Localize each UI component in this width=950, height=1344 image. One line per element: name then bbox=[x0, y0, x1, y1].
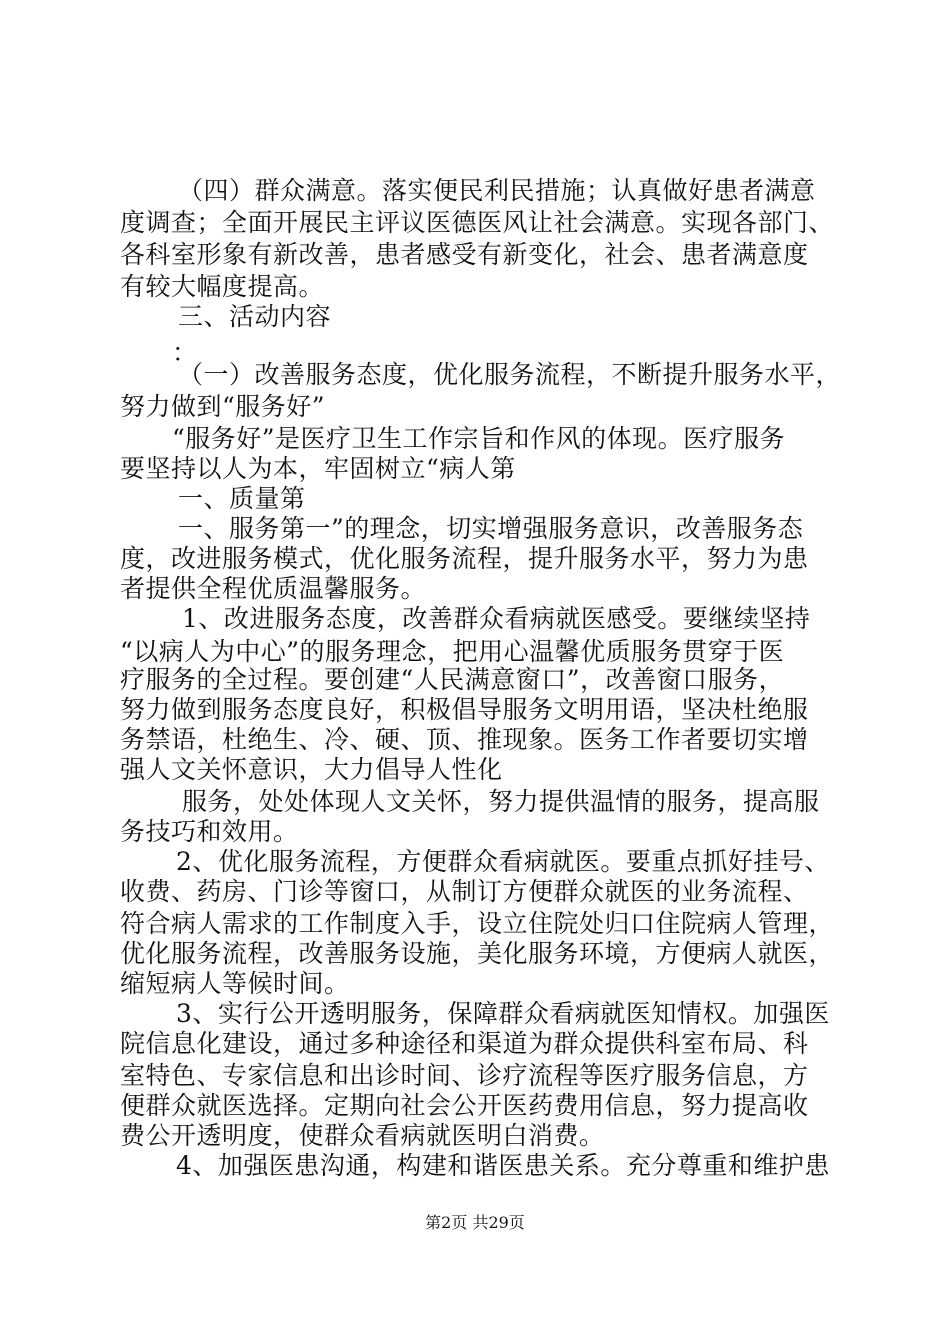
text-line: 收费、药房、门诊等窗口，从制订方便群众就医的业务流程、 bbox=[120, 877, 809, 906]
text-line: 度调查；全面开展民主评议医德医风让社会满意。实现各部门、 bbox=[120, 208, 835, 237]
text-line: 1、改进服务态度，改善群众看病就医感受。要继续坚持 bbox=[182, 604, 811, 633]
text-line: （四）群众满意。落实便民利民措施；认真做好患者满意 bbox=[178, 176, 816, 205]
text-line: 缩短病人等候时间。 bbox=[120, 969, 350, 998]
text-line: 疗服务的全过程。要创建“人民满意窗口”，改善窗口服务， bbox=[120, 665, 785, 694]
text-line: “以病人为中心”的服务理念，把用心温馨优质服务贯穿于医 bbox=[120, 637, 785, 666]
text-line: 费公开透明度，使群众看病就医明白消费。 bbox=[120, 1121, 605, 1150]
text-line: 符合病人需求的工作制度入手，设立住院处归口住院病人管理， bbox=[120, 909, 835, 938]
text-line: 务技巧和效用。 bbox=[120, 817, 299, 846]
text-line: 2、优化服务流程，方便群众看病就医。要重点抓好挂号、 bbox=[176, 847, 830, 876]
text-line: 4、加强医患沟通，构建和谐医患关系。充分尊重和维护患 bbox=[176, 1151, 830, 1180]
section-heading: 三、活动内容 bbox=[178, 302, 332, 331]
page-number-footer: 第2页 共29页 bbox=[425, 1213, 525, 1232]
subsection-heading: （一）改善服务态度，优化服务流程，不断提升服务水平， bbox=[178, 360, 842, 389]
text-line: 努力做到服务态度良好，积极倡导服务文明用语，坚决杜绝服 bbox=[120, 695, 809, 724]
text-line: 室特色、专家信息和出诊时间、诊疗流程等医疗服务信息，方 bbox=[120, 1061, 809, 1090]
text-line: 院信息化建设，通过多种途径和渠道为群众提供科室布局、科 bbox=[120, 1029, 809, 1058]
text-line: 便群众就医选择。定期向社会公开医药费用信息，努力提高收 bbox=[120, 1091, 809, 1120]
text-line: 一、服务第一”的理念，切实增强服务意识，改善服务态 bbox=[178, 514, 804, 543]
text-line: ： bbox=[172, 338, 198, 367]
text-line: 服务，处处体现人文关怀，努力提供温情的服务，提高服 bbox=[182, 787, 820, 816]
text-line: 务禁语，杜绝生、冷、硬、顶、推现象。医务工作者要切实增 bbox=[120, 725, 809, 754]
text-line: 一、质量第 bbox=[178, 484, 306, 513]
text-line: 者提供全程优质温馨服务。 bbox=[120, 574, 427, 603]
text-line: 要坚持以人为本，牢固树立“病人第 bbox=[120, 454, 516, 483]
text-line: 度，改进服务模式，优化服务流程，提升服务水平，努力为患 bbox=[120, 544, 809, 573]
text-line: 有较大幅度提高。 bbox=[120, 272, 325, 301]
text-line: “服务好”是医疗卫生工作宗旨和作风的体现。医疗服务 bbox=[172, 424, 786, 453]
text-line: 3、实行公开透明服务，保障群众看病就医知情权。加强医 bbox=[176, 999, 830, 1028]
text-line: 强人文关怀意识，大力倡导人性化 bbox=[120, 755, 503, 784]
text-line: 各科室形象有新改善，患者感受有新变化，社会、患者满意度 bbox=[120, 240, 809, 269]
text-line: 优化服务流程，改善服务设施，美化服务环境，方便病人就医， bbox=[120, 939, 835, 968]
subsection-heading: 努力做到“服务好” bbox=[120, 392, 326, 421]
